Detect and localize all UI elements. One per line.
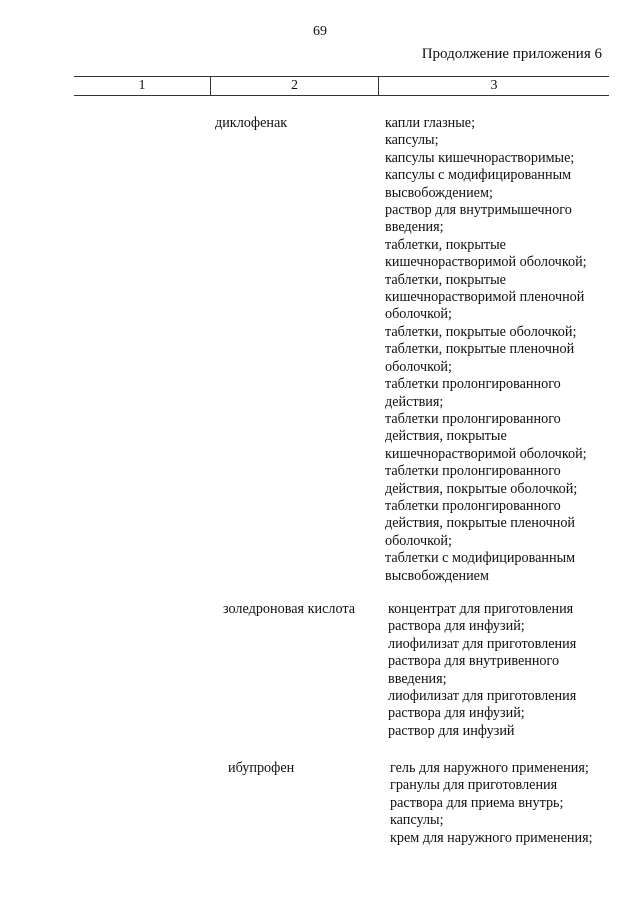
dosage-forms-diclofenac [385, 115, 587, 585]
dosage-form-line: таблетки, покрытые [385, 236, 506, 253]
drug-name-zoledronic-acid: золедроновая кислота [223, 601, 356, 617]
table-header-col-2: 2 [291, 78, 298, 93]
table-header-col-1: 1 [138, 78, 146, 93]
dosage-form-line: оболочкой; [385, 306, 452, 323]
dosage-form-line: кишечнорастворимой оболочкой; [385, 254, 587, 271]
table-header-col-3: 3 [490, 78, 498, 93]
dosage-form-line: раствор для внутримышечного [385, 202, 572, 219]
dosage-forms-zoledronic-acid [388, 601, 576, 740]
dosage-form-line: капсулы с модифицированным [385, 167, 572, 184]
dosage-form-line: таблетки пролонгированного [385, 463, 561, 480]
dosage-form-line: действия; [385, 393, 444, 410]
table-header-bottom-border [74, 95, 609, 96]
table-header-top-border [74, 76, 609, 77]
dosage-form-line: кишечнорастворимой оболочкой; [385, 445, 587, 462]
drug-name-diclofenac: диклофенак [215, 115, 288, 131]
dosage-form-line: таблетки пролонгированного [385, 376, 561, 393]
dosage-form-line: гранулы для приготовления [390, 777, 558, 794]
dosage-form-line: раствора для инфузий; [388, 705, 525, 722]
dosage-form-line: высвобождением; [385, 184, 493, 201]
dosage-form-line: капсулы; [390, 812, 444, 829]
dosage-form-line: действия, покрытые [385, 428, 507, 445]
dosage-form-line: действия, покрытые пленочной [385, 515, 575, 532]
dosage-form-line: капли глазные; [385, 115, 476, 131]
dosage-form-line: таблетки, покрытые оболочкой; [385, 323, 577, 340]
dosage-form-line: раствор для инфузий [388, 722, 515, 739]
dosage-form-line: таблетки пролонгированного [385, 410, 561, 427]
dosage-form-line: оболочкой; [385, 532, 452, 549]
page-number: 69 [313, 24, 327, 39]
dosage-form-line: введения; [388, 670, 447, 687]
dosage-form-line: концентрат для приготовления [388, 601, 574, 617]
dosage-form-line: лиофилизат для приготовления [388, 635, 577, 652]
dosage-form-line: крем для наружного применения; [390, 829, 593, 846]
appendix-continuation-note: Продолжение приложения 6 [421, 46, 602, 62]
dosage-form-line: раствора для инфузий; [388, 618, 525, 635]
dosage-form-line: введения; [385, 219, 444, 236]
dosage-form-line: капсулы кишечнорастворимые; [385, 149, 575, 166]
dosage-form-line: таблетки, покрытые [385, 271, 506, 288]
dosage-forms-ibuprofen [390, 760, 593, 847]
dosage-form-line: таблетки, покрытые пленочной [385, 341, 575, 358]
dosage-form-line: таблетки с модифицированным [385, 550, 576, 567]
dosage-form-line: таблетки пролонгированного [385, 497, 561, 514]
dosage-form-line: раствора для внутривенного [388, 653, 560, 670]
dosage-form-line: кишечнорастворимой пленочной [385, 289, 585, 306]
dosage-form-line: лиофилизат для приготовления [388, 688, 577, 705]
dosage-form-line: гель для наружного применения; [390, 760, 589, 776]
dosage-form-line: действия, покрытые оболочкой; [385, 480, 578, 497]
drug-name-ibuprofen: ибупрофен [228, 760, 295, 776]
dosage-form-line: оболочкой; [385, 358, 452, 375]
dosage-form-line: высвобождением [385, 567, 489, 584]
dosage-form-line: раствора для приема внутрь; [390, 794, 564, 811]
dosage-form-line: капсулы; [385, 132, 439, 149]
